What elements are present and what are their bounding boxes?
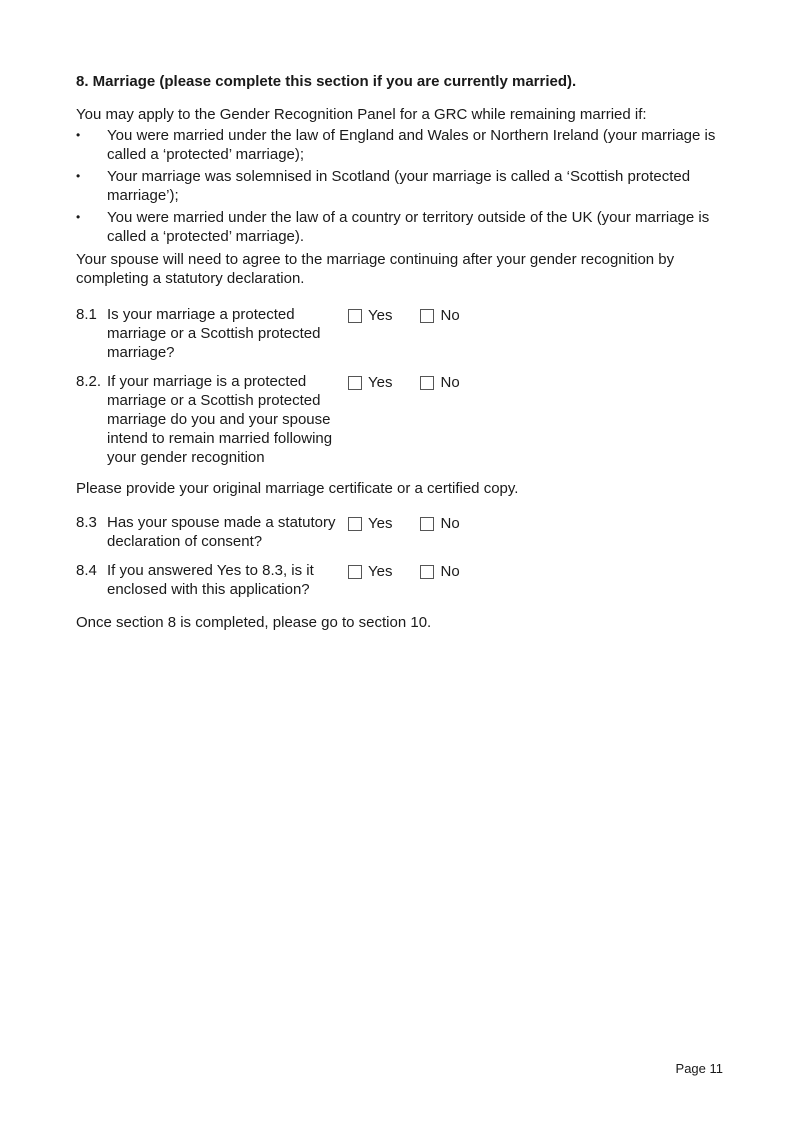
yes-option[interactable] — [348, 306, 392, 325]
question-8-4 — [76, 561, 726, 599]
yes-option[interactable] — [348, 514, 392, 533]
no-option[interactable] — [420, 373, 459, 392]
yes-label: Yes — [368, 563, 393, 580]
no-checkbox[interactable] — [420, 517, 434, 531]
intro-text: You may apply to the Gender Recognition Panel for a GRC while remaining married if: — [76, 106, 647, 123]
question-number: 8.2. — [76, 373, 102, 390]
yes-option[interactable] — [348, 562, 392, 581]
no-option[interactable] — [420, 562, 459, 581]
spouse-declaration-note: Your spouse will need to agree to the marriage continuing after your gender recognition by completing a statutory declaration. — [76, 251, 675, 287]
list-item: • You were married under the law of a country or territory outside of the UK (your marriage is called a ‘protected’ marriage). — [76, 208, 726, 246]
eligibility-list — [76, 126, 726, 246]
no-option[interactable] — [420, 306, 459, 325]
page-number: Page 11 — [675, 1061, 723, 1076]
yes-checkbox[interactable] — [348, 565, 362, 579]
no-label: No — [440, 515, 460, 532]
no-checkbox[interactable] — [420, 376, 434, 390]
no-checkbox[interactable] — [420, 565, 434, 579]
question-text: Has your spouse made a statutory declaration of consent? — [107, 514, 336, 550]
section-heading: 8. Marriage (please complete this section if you are currently married). — [76, 73, 577, 90]
yes-label: Yes — [368, 374, 393, 391]
question-8-2 — [76, 372, 726, 467]
question-text: If you answered Yes to 8.3, is it enclosed with this application? — [107, 562, 314, 598]
no-checkbox[interactable] — [420, 309, 434, 323]
question-text: Is your marriage a protected marriage or a Scottish protected marriage? — [107, 306, 321, 361]
no-label: No — [440, 307, 460, 324]
yes-checkbox[interactable] — [348, 517, 362, 531]
yes-option[interactable] — [348, 373, 392, 392]
answer-options — [348, 305, 488, 325]
certificate-note: Please provide your original marriage certificate or a certified copy. — [76, 480, 519, 497]
question-number: 8.3 — [76, 514, 97, 531]
yes-checkbox[interactable] — [348, 309, 362, 323]
list-item: • You were married under the law of England and Wales or Northern Ireland (your marriage is called a ‘protected’ marriage); — [76, 126, 726, 164]
question-number: 8.4 — [76, 562, 97, 579]
no-option[interactable] — [420, 514, 459, 533]
question-8-3 — [76, 513, 726, 551]
no-label: No — [440, 374, 460, 391]
question-8-1 — [76, 305, 726, 362]
answer-options — [348, 513, 488, 533]
list-item: • Your marriage was solemnised in Scotland (your marriage is called a ‘Scottish protected marriage’); — [76, 167, 726, 205]
yes-checkbox[interactable] — [348, 376, 362, 390]
no-label: No — [440, 563, 460, 580]
yes-label: Yes — [368, 307, 393, 324]
question-number: 8.1 — [76, 306, 97, 323]
yes-label: Yes — [368, 515, 393, 532]
form-section-8 — [76, 72, 726, 632]
question-text: If your marriage is a protected marriage or a Scottish protected marriage do you and your spouse intend to remain married following your gender recognition — [107, 373, 333, 466]
answer-options — [348, 372, 488, 392]
answer-options — [348, 561, 488, 581]
next-section-note: Once section 8 is completed, please go to section 10. — [76, 614, 432, 631]
